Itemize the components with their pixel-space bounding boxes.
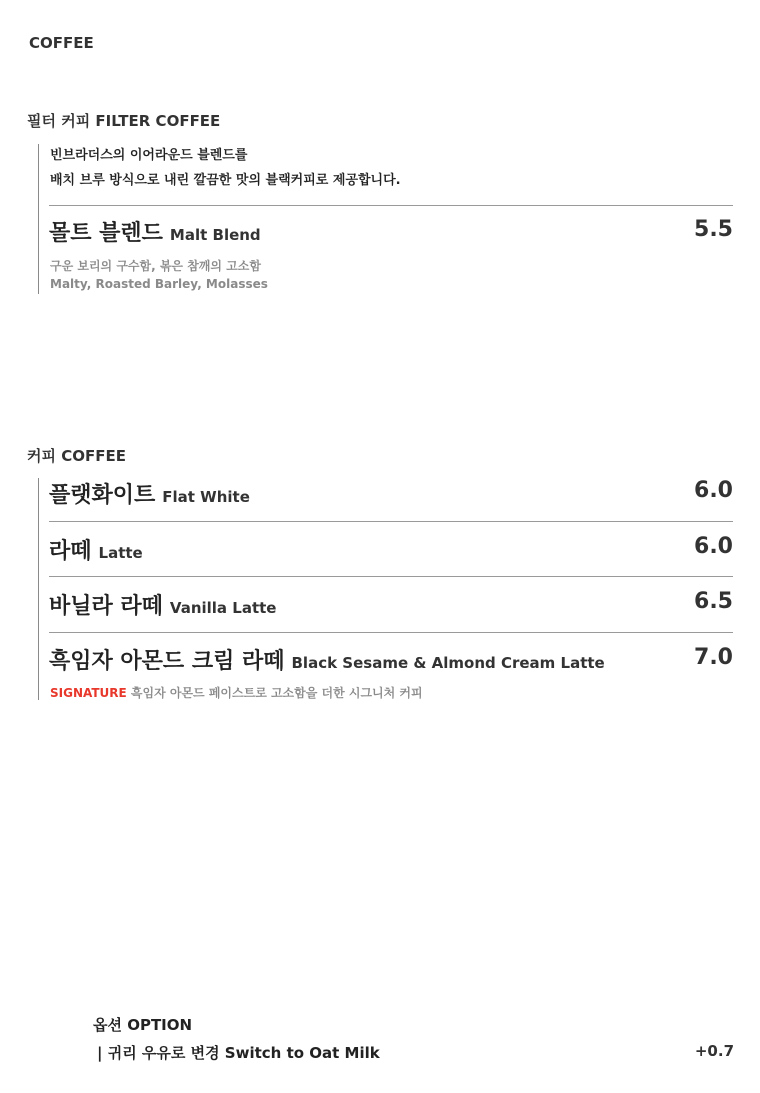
filter-description-line-2: 배치 브루 방식으로 내린 깔끔한 맛의 블랙커피로 제공합니다. xyxy=(50,173,401,188)
menu-item-black-sesame-latte xyxy=(49,644,605,675)
signature-note-text: 흑임자 아몬드 페이스트로 고소함을 더한 시그니처 커피 xyxy=(130,686,423,700)
item-name-ko: 흑임자 아몬드 크림 라떼 xyxy=(49,649,285,674)
menu-item-malt-blend xyxy=(49,216,261,247)
filter-description-line-1: 빈브라더스의 이어라운드 블렌드를 xyxy=(50,148,248,163)
item-name-ko: 라떼 xyxy=(49,539,92,564)
item-name-ko: 바닐라 라떼 xyxy=(49,594,163,619)
item-name-en: Vanilla Latte xyxy=(169,599,277,617)
item-price: 6.0 xyxy=(694,534,733,559)
item-price: 6.5 xyxy=(694,589,733,614)
item-price: 5.5 xyxy=(694,217,733,242)
divider xyxy=(49,576,733,577)
divider xyxy=(49,205,733,206)
item-name-en: Latte xyxy=(98,544,143,562)
item-price: 7.0 xyxy=(694,645,733,670)
option-price: +0.7 xyxy=(694,1042,734,1060)
item-notes-en: Malty, Roasted Barley, Molasses xyxy=(50,277,268,291)
menu-item-vanilla-latte xyxy=(49,589,276,620)
signature-note xyxy=(50,684,423,701)
item-name-ko: 몰트 블렌드 xyxy=(49,221,163,246)
filter-section-bar xyxy=(38,144,39,294)
option-oat-milk: | 귀리 우유로 변경 Switch to Oat Milk xyxy=(97,1044,380,1062)
menu-item-flat-white xyxy=(49,478,250,509)
menu-item-latte xyxy=(49,534,143,565)
item-price: 6.0 xyxy=(694,478,733,503)
coffee-section-bar xyxy=(38,478,39,700)
item-name-en: Black Sesame & Almond Cream Latte xyxy=(291,654,605,672)
page-title: COFFEE xyxy=(29,34,94,52)
item-name-ko: 플랫화이트 xyxy=(49,483,156,508)
item-name-en: Flat White xyxy=(162,488,250,506)
filter-coffee-section-title: 필터 커피 FILTER COFFEE xyxy=(27,112,221,130)
divider xyxy=(49,521,733,522)
item-name-en: Malt Blend xyxy=(169,226,261,244)
signature-badge: SIGNATURE xyxy=(50,686,127,700)
item-notes-ko: 구운 보리의 구수함, 볶은 참깨의 고소함 xyxy=(50,259,261,273)
divider xyxy=(49,632,733,633)
option-section-title: 옵션 OPTION xyxy=(93,1016,193,1034)
filter-description xyxy=(50,143,401,193)
coffee-section-title: 커피 COFFEE xyxy=(27,447,126,465)
